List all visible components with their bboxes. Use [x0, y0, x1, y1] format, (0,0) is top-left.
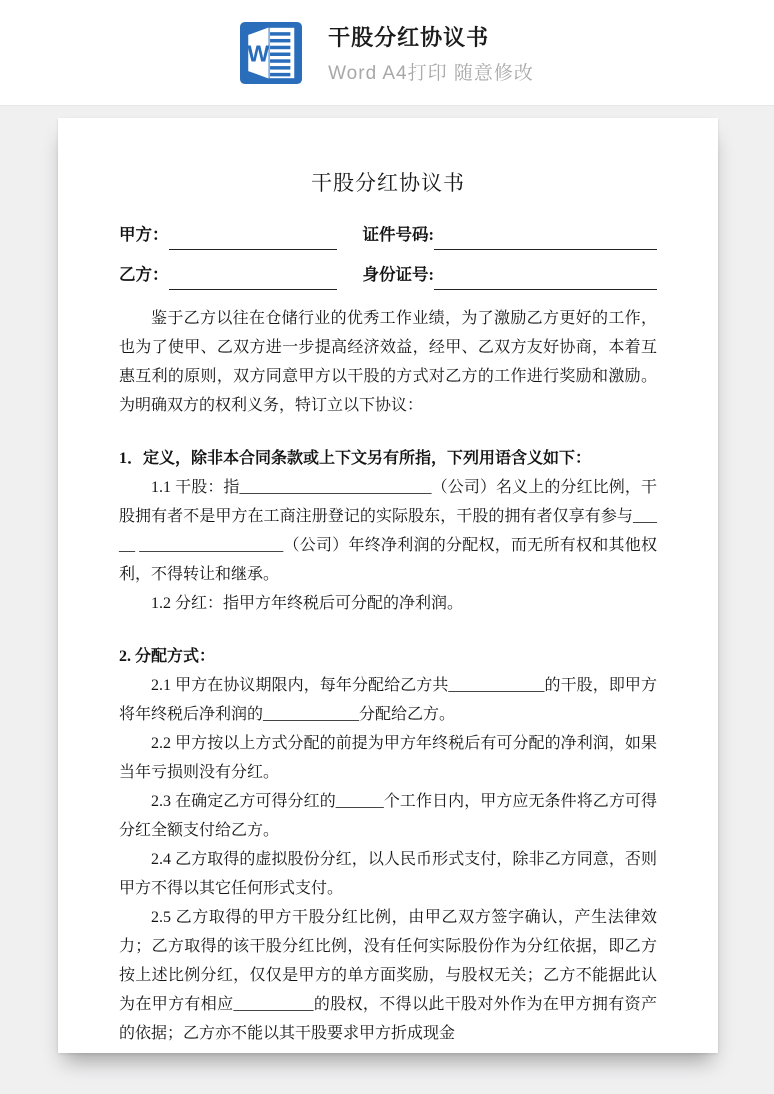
section-distribution: [119, 642, 657, 1048]
party-a-blank-line: [169, 226, 337, 250]
clause-2-3: 2.3 在确定乙方可得分红的______个工作日内，甲方应无条件将乙方可得分红全额支付给乙方。: [119, 793, 657, 839]
party-a-label: 甲方：: [119, 225, 169, 244]
page-subtitle: Word A4打印 随意修改: [328, 62, 534, 84]
page-title: 干股分红协议书: [328, 24, 490, 50]
id-number-blank-line: [434, 226, 657, 250]
word-icon: [240, 22, 302, 84]
document-canvas: [0, 106, 774, 1094]
clause-2-5: 2.5 乙方取得的甲方干股分红比例，由甲乙双方签字确认，产生法律效力；乙方取得的该干股分红比例，没有任何实际股份作为分红依据，即乙方按上述比例分红，仅仅是甲方的单方面奖励，与股权无关；乙方不能据此认为在甲方有相应__________的股权，不得以此干股对外作为在甲方拥有资产的依据；乙方亦不能以其干股要求甲方折成现金: [119, 909, 657, 1042]
document-title: 干股分红协议书: [311, 171, 465, 195]
party-b-label: 乙方：: [119, 265, 169, 284]
party-b-row: [119, 260, 657, 290]
clause-1-1: 1.1 干股：指________________________（公司）名义上的分红比例，干股拥有者不是甲方在工商注册登记的实际股东，干股的拥有者仅享有参与_____ __________________（公司）年终净利润的分配权，而无所有权和其他权利，不得转让和继承。: [119, 479, 657, 583]
identity-card-blank-line: [434, 266, 657, 290]
header-text-block: [328, 21, 534, 85]
document-page: [58, 118, 718, 1053]
section-2-heading: 2. 分配方式：: [119, 648, 216, 665]
party-fields: [119, 220, 657, 290]
party-b-blank-line: [169, 266, 337, 290]
intro-paragraph: 鉴于乙方以往在仓储行业的优秀工作业绩，为了激励乙方更好的工作，也为了使甲、乙双方进一步提高经济效益，经甲、乙双方友好协商，本着互惠互利的原则，双方同意甲方以干股的方式对乙方的工作进行奖励和激励。为明确双方的权利义务，特订立以下协议：: [119, 310, 657, 414]
clause-1-2: 1.2 分红：指甲方年终税后可分配的净利润。: [151, 595, 464, 612]
clause-2-2: 2.2 甲方按以上方式分配的前提为甲方年终税后有可分配的净利润，如果当年亏损则没有分红。: [119, 735, 657, 781]
id-number-label: 证件号码:: [362, 225, 434, 244]
identity-card-label: 身份证号:: [362, 265, 434, 284]
template-header: [0, 0, 774, 106]
section-definitions: [119, 444, 657, 618]
word-icon-letter: W: [247, 40, 270, 67]
section-1-heading: 1．定义，除非本合同条款或上下文另有所指，下列用语含义如下：: [119, 450, 592, 467]
clause-2-4: 2.4 乙方取得的虚拟股份分红，以人民币形式支付，除非乙方同意，否则甲方不得以其它任何形式支付。: [119, 851, 657, 897]
clause-2-1: 2.1 甲方在协议期限内，每年分配给乙方共____________的干股，即甲方将年终税后净利润的____________分配给乙方。: [119, 677, 657, 723]
party-a-row: [119, 220, 657, 250]
